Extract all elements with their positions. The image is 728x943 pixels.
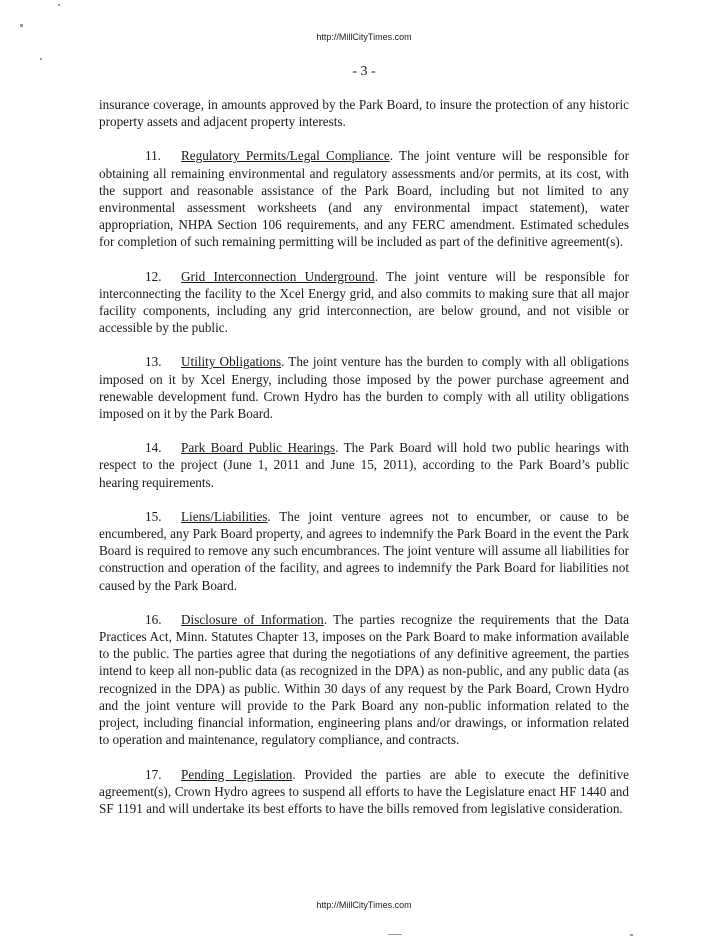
paragraph-13 <box>99 353 629 422</box>
scan-speck <box>630 934 633 936</box>
paragraph-17 <box>99 766 629 818</box>
paragraph-text: . The joint venture has the burden to comply with all obligations imposed on it by Xcel Energy, including those imposed by the power purchase agreement and renewable development fund. Crown Hydro has the burden to comply with all utility obligations imposed on it by the Park Board. <box>99 354 629 422</box>
paragraph-text: . The joint venture will be responsible for obtaining all remaining environmental and regulatory assessments and/or permits, at its cost, with the support and reasonable assistance of the Park Board, including but not limited to any environmental assessment worksheets (and any environmental impact statement), water appropriation, NHPA Section 106 requirements, and any FERC amendment. Estimated schedules for completion of such remaining permitting will be included as part of the definitive agreement(s). <box>99 148 629 250</box>
paragraph-heading: Disclosure of Information <box>181 611 324 627</box>
paragraph-14 <box>99 439 629 491</box>
paragraph-text: insurance coverage, in amounts approved by the Park Board, to insure the protection of any historic property assets and adjacent property interests. <box>99 97 629 130</box>
paragraph-heading: Pending Legislation <box>181 766 293 782</box>
paragraph-text: . The parties recognize the requirements that the Data Practices Act, Minn. Statutes Chapter 13, imposes on the Park Board to make information available to the public. The parties agree that during the negotiations of any definitive agreement, the parties intend to keep all non-public data (as recognized in the DPA) as non-public, and any public data (as recognized in the DPA) as public. Within 30 days of any request by the Park Board, Crown Hydro and the joint venture will provide to the Park Board any non-public information related to the project, including financial information, engineering plans and/or drawings, or information related to operation and maintenance, regulatory compliance, and contracts. <box>99 611 629 748</box>
paragraph-number: 12. <box>145 268 162 284</box>
paragraph-12 <box>99 268 629 337</box>
paragraph-number: 17. <box>145 766 162 782</box>
paragraph-11 <box>99 147 629 250</box>
paragraph-heading: Park Board Public Hearings <box>181 440 336 456</box>
paragraph-heading: Utility Obligations <box>181 354 282 370</box>
paragraph-text: . The joint venture agrees not to encumber, or cause to be encumbered, any Park Board property, and agrees to indemnify the Park Board in the event the Park Board is required to remove any such encumbrances. The joint venture will assume all liabilities for construction and operation of the facility, and agrees to indemnify the Park Board for liabilities not caused by the Park Board. <box>99 508 629 593</box>
paragraph-15 <box>99 508 629 594</box>
footer-url[interactable]: http://MillCityTimes.com <box>316 900 412 910</box>
paragraph-heading: Liens/Liabilities <box>181 508 268 524</box>
scan-speck <box>20 24 23 27</box>
scan-speck <box>388 934 402 935</box>
paragraph-text: . The joint venture will be responsible for interconnecting the facility to the Xcel Energy grid, and also commits to making sure that all major facility components, including any grid interconnection, are below ground, and not visible or accessible by the public. <box>99 268 629 336</box>
document-body <box>99 96 629 834</box>
paragraph-number: 14. <box>145 440 162 456</box>
paragraph-text: . The Park Board will hold two public hearings with respect to the project (June 1, 2011 and June 15, 2011), according to the Park Board’s public hearing requirements. <box>99 440 629 490</box>
scan-speck <box>58 4 60 6</box>
paragraph-continuation <box>99 96 629 130</box>
page-number: - 3 - <box>352 64 376 79</box>
paragraph-number: 16. <box>145 611 162 627</box>
paragraph-heading: Grid Interconnection Underground <box>181 268 375 284</box>
paragraph-heading: Regulatory Permits/Legal Compliance <box>181 148 390 164</box>
paragraph-number: 15. <box>145 508 162 524</box>
paragraph-number: 13. <box>145 354 162 370</box>
scan-speck <box>40 58 42 60</box>
paragraph-16 <box>99 611 629 749</box>
paragraph-text: . Provided the parties are able to execute the definitive agreement(s), Crown Hydro agrees to suspend all efforts to have the Legislature enact HF 1440 and SF 1191 and will undertake its best efforts to have the bills removed from legislative consideration. <box>99 766 629 816</box>
header-url[interactable]: http://MillCityTimes.com <box>316 32 412 42</box>
paragraph-number: 11. <box>145 148 161 164</box>
